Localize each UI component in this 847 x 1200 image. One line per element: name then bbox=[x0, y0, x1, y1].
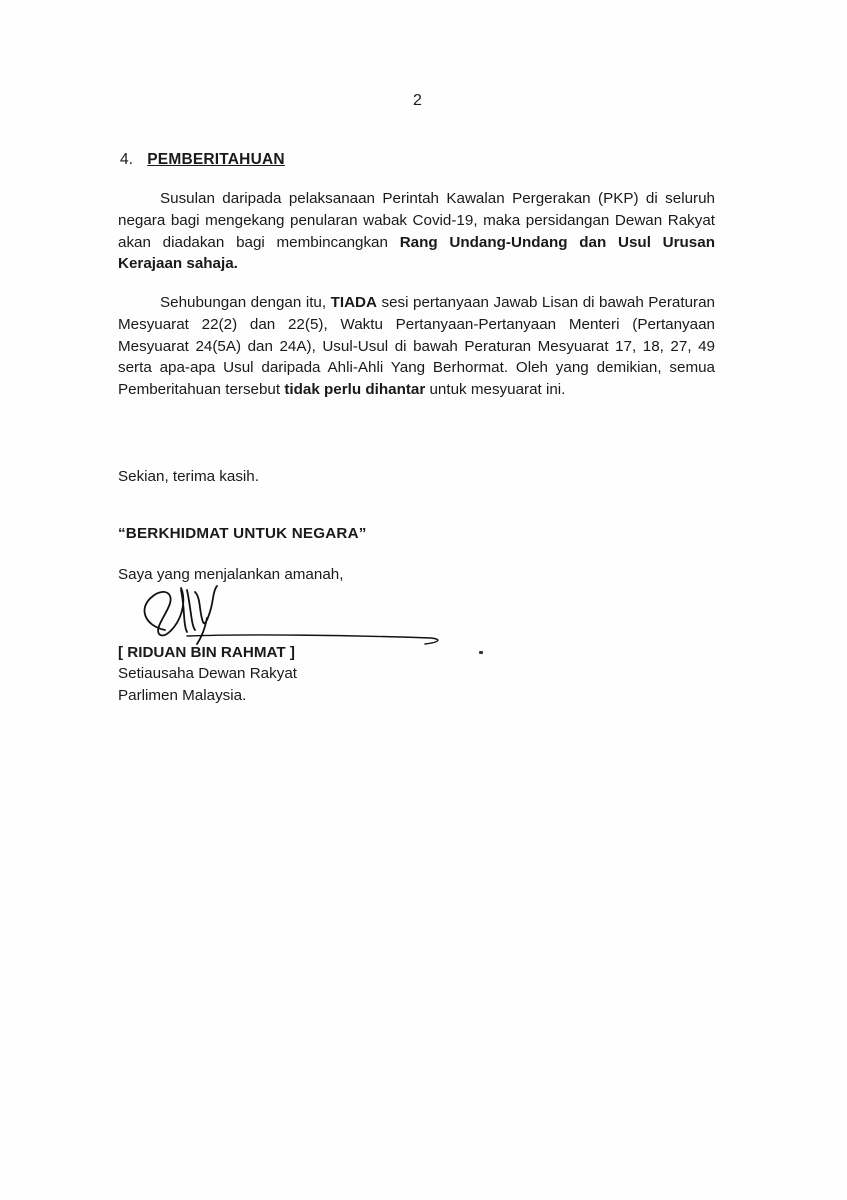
paragraph-2-bold-1: TIADA bbox=[330, 294, 377, 311]
closing-line: Sekian, terima kasih. bbox=[118, 468, 259, 485]
section-title: PEMBERITAHUAN bbox=[147, 151, 285, 168]
paragraph-2-text-3: untuk mesyuarat ini. bbox=[425, 381, 566, 399]
paragraph-1-bold: Rang Undang-Undang dan Usul Urusan Kerajaan sahaja. bbox=[118, 233, 715, 273]
signatory-organization: Parlimen Malaysia. bbox=[118, 687, 247, 704]
scan-speck bbox=[479, 651, 483, 654]
signatory-name: [ RIDUAN BIN RAHMAT ] bbox=[118, 644, 295, 661]
section-number: 4. bbox=[120, 151, 133, 168]
notice-paragraph-2 bbox=[118, 292, 715, 401]
signatory-title: Setiausaha Dewan Rakyat bbox=[118, 665, 297, 682]
motto: “BERKHIDMAT UNTUK NEGARA” bbox=[118, 525, 367, 542]
paragraph-2-text-1: Sehubungan dengan itu, bbox=[160, 294, 331, 311]
notice-paragraph-1 bbox=[118, 188, 715, 275]
paragraph-1-text: Susulan daripada pelaksanaan Perintah Kawalan Pergerakan (PKP) di seluruh negara bagi mengekang penularan wabak Covid-19, maka persidangan Dewan Rakyat akan diadakan bagi membincangkan bbox=[118, 190, 715, 251]
paragraph-2-bold-2: tidak perlu dihantar bbox=[284, 381, 426, 399]
section-heading bbox=[120, 151, 285, 169]
paragraph-2-text-2: sesi pertanyaan Jawab Lisan di bawah Peraturan Mesyuarat 22(2) dan 22(5), Waktu Pertanyaan-Pertanyaan Menteri (Pertanyaan Mesyuarat 24(5A) dan 24A), Usul-Usul di bawah Peraturan Mesyuarat 17, 18, 27, 49 serta apa-apa Usul daripada Ahli-Ahli Yang Berhormat. Oleh yang demikian, semua Pemberitahuan tersebut bbox=[118, 294, 715, 399]
signoff-line: Saya yang menjalankan amanah, bbox=[118, 566, 344, 583]
page-number: 2 bbox=[413, 92, 422, 109]
